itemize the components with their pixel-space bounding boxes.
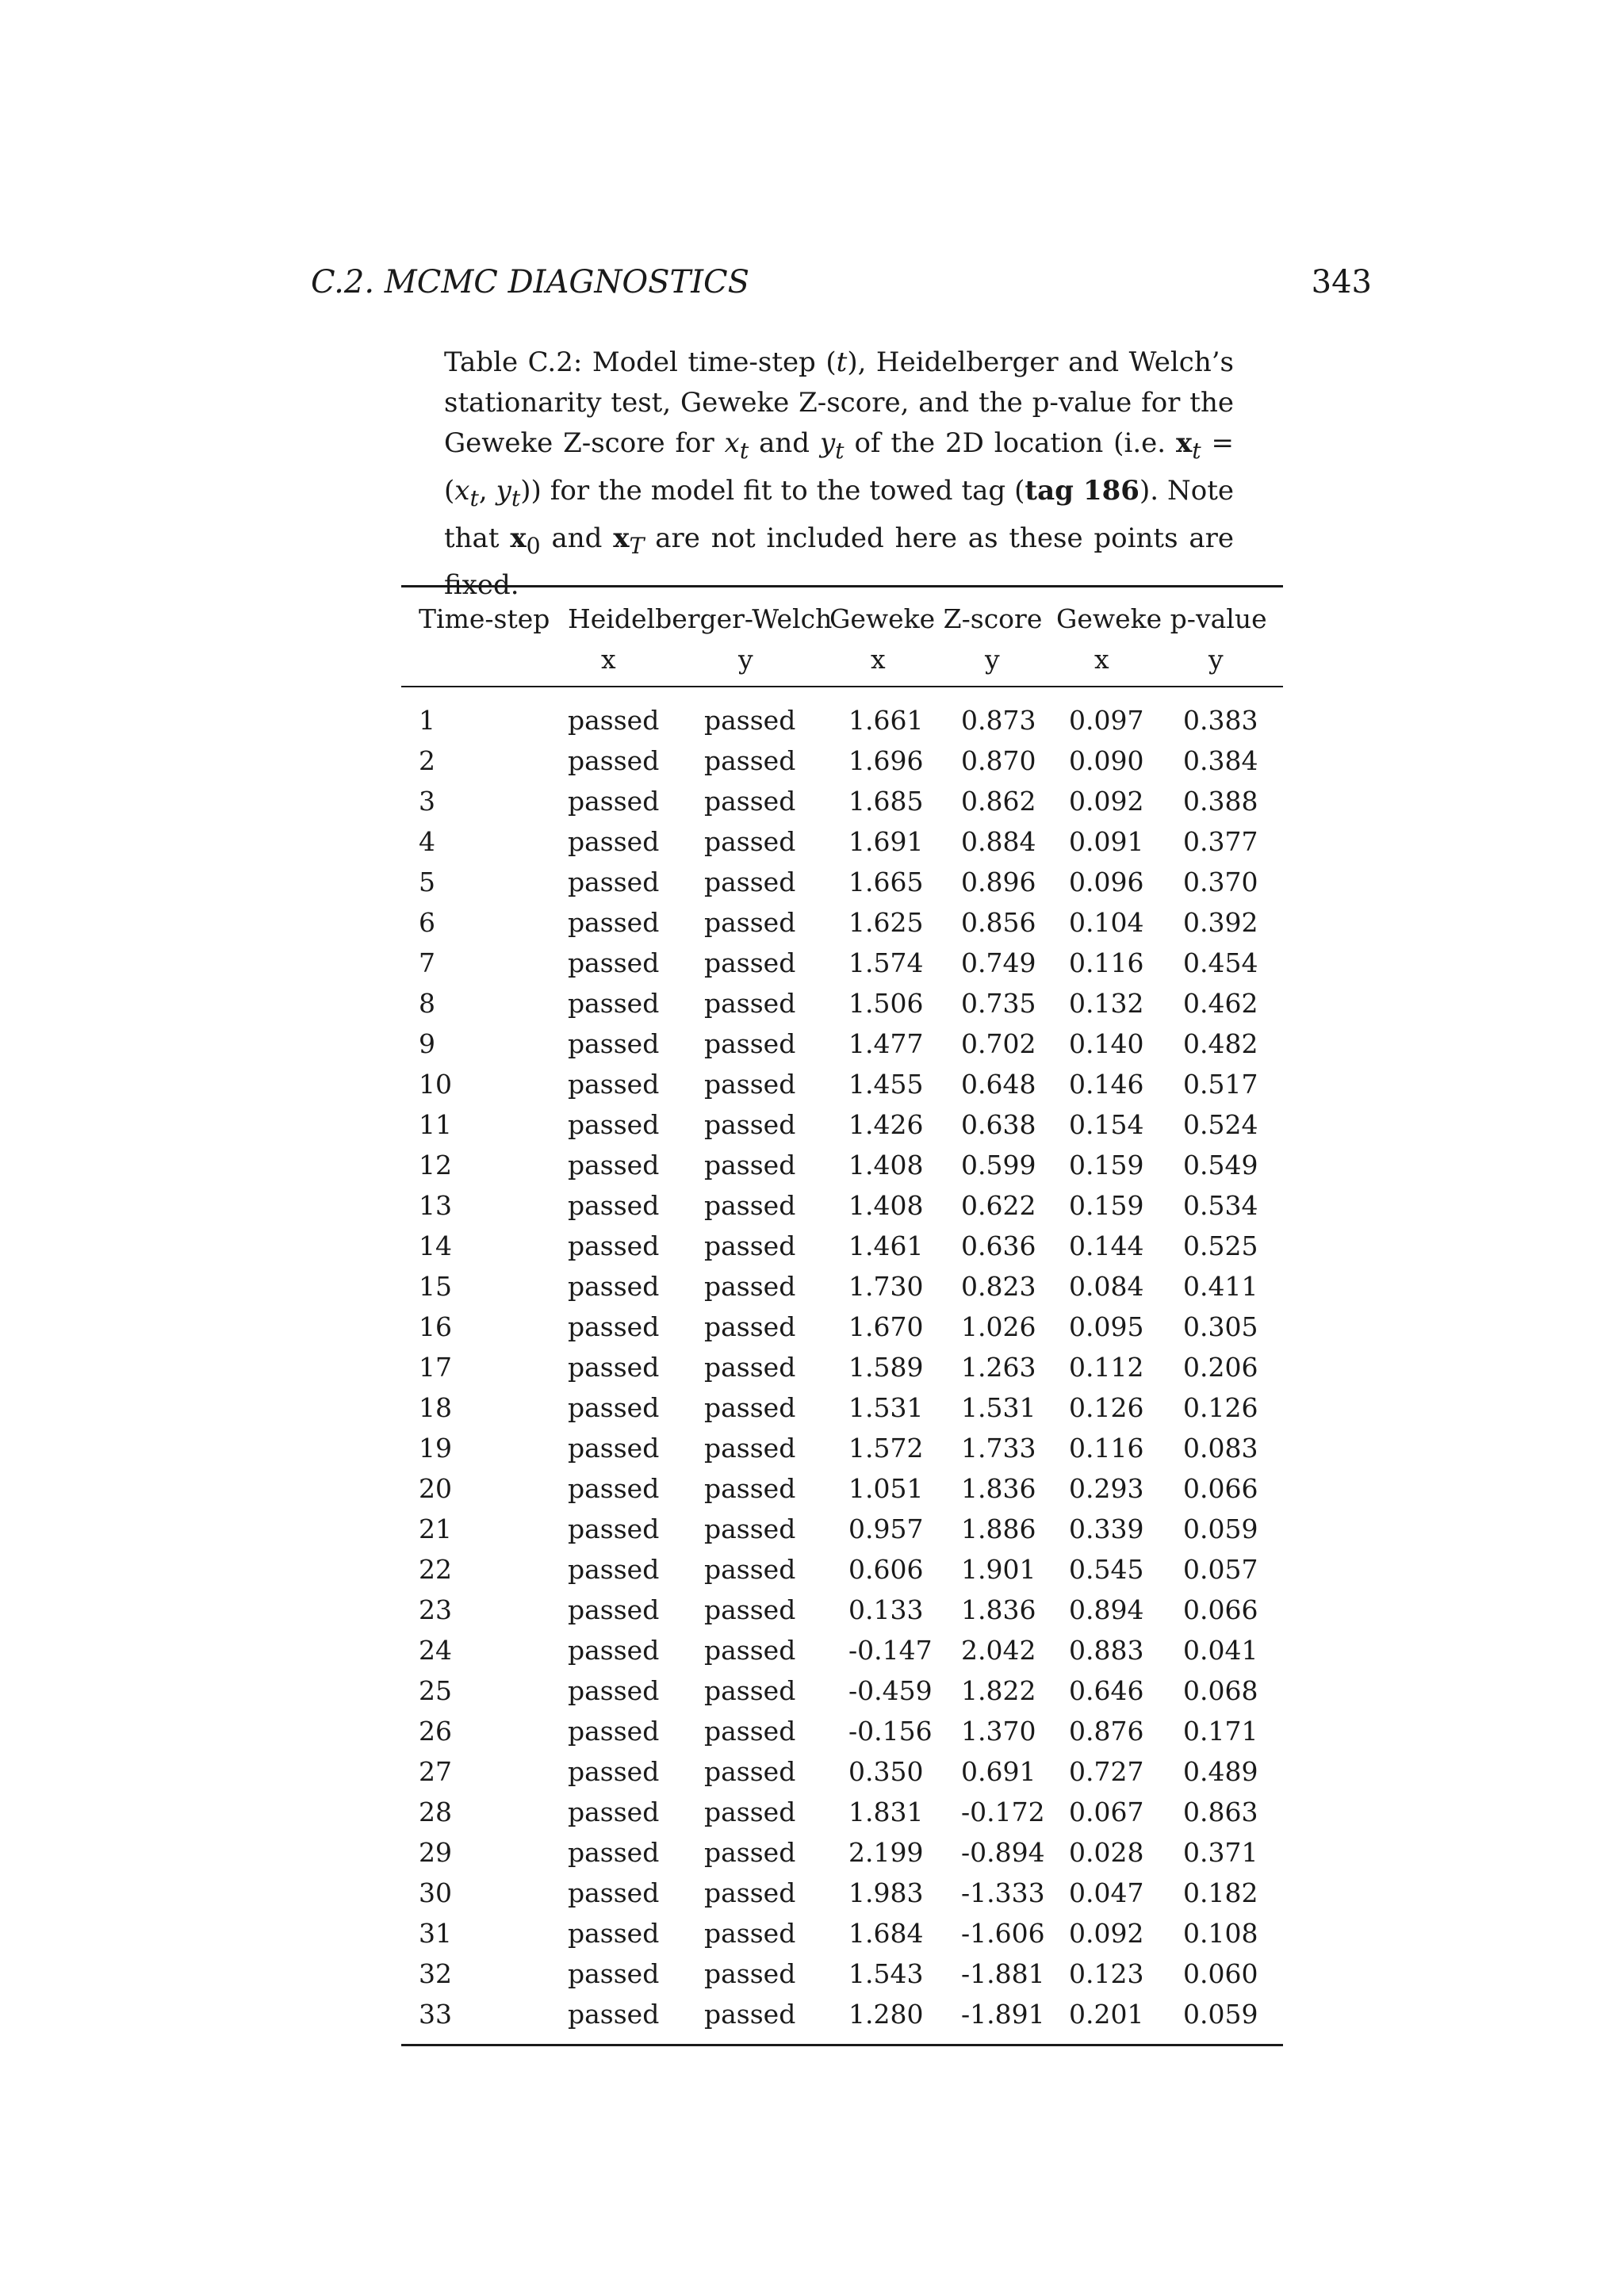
table-cell: passed <box>568 1311 660 1342</box>
sub-header: y <box>1208 644 1224 675</box>
table-cell: 25 <box>419 1675 452 1706</box>
table-row <box>401 1185 1283 1226</box>
table-cell: 0.083 <box>1183 1433 1258 1464</box>
tag-label: tag 186 <box>1025 474 1139 507</box>
table-row <box>401 1792 1283 1832</box>
page-number: 343 <box>1311 264 1372 300</box>
table-cell: passed <box>568 1352 660 1383</box>
table-cell: 0.534 <box>1183 1190 1258 1221</box>
table-cell: passed <box>704 867 796 897</box>
table-cell: 30 <box>419 1877 452 1908</box>
table-cell: 0.140 <box>1069 1028 1144 1059</box>
table-cell: passed <box>568 1271 660 1302</box>
table-cell: passed <box>704 1473 796 1504</box>
table-cell: passed <box>568 1433 660 1464</box>
table-cell: 1.572 <box>848 1433 924 1464</box>
table-cell: 0.896 <box>961 867 1036 897</box>
table-row <box>401 1711 1283 1751</box>
table-cell: 0.870 <box>961 745 1036 776</box>
table-cell: 0.159 <box>1069 1190 1144 1221</box>
table-cell: 20 <box>419 1473 452 1504</box>
table-cell: 1.684 <box>848 1918 924 1949</box>
table-cell: passed <box>568 1837 660 1868</box>
table-cell: 0.116 <box>1069 1433 1144 1464</box>
table-cell: 0.066 <box>1183 1473 1258 1504</box>
table-cell: passed <box>704 1635 796 1666</box>
table-cell: 0.092 <box>1069 1918 1144 1949</box>
table-cell: 29 <box>419 1837 452 1868</box>
table-cell: passed <box>704 1271 796 1302</box>
table-cell: passed <box>704 1311 796 1342</box>
table-cell: 1.408 <box>848 1150 924 1181</box>
table-cell: 17 <box>419 1352 452 1383</box>
table-row <box>401 1024 1283 1064</box>
table-cell: 0.090 <box>1069 745 1144 776</box>
table-cell: 15 <box>419 1271 452 1302</box>
table-cell: 5 <box>419 867 435 897</box>
group-header-row <box>401 599 1283 639</box>
table-cell: passed <box>704 1797 796 1827</box>
table-cell: 0.462 <box>1183 988 1258 1019</box>
table-cell: passed <box>704 1877 796 1908</box>
table-cell: 0.371 <box>1183 1837 1258 1868</box>
table-cell: 1.983 <box>848 1877 924 1908</box>
table-cell: 7 <box>419 947 435 978</box>
table-cell: 21 <box>419 1513 452 1544</box>
table-cell: 0.097 <box>1069 705 1144 736</box>
table-cell: 0.028 <box>1069 1837 1144 1868</box>
table-row <box>401 1832 1283 1873</box>
table-cell: 27 <box>419 1756 452 1787</box>
table-cell: 0.293 <box>1069 1473 1144 1504</box>
table-cell: 10 <box>419 1069 452 1100</box>
table-cell: 0.482 <box>1183 1028 1258 1059</box>
table-cell: 0.377 <box>1183 826 1258 857</box>
table-cell: 1.665 <box>848 867 924 897</box>
table-cell: passed <box>568 1756 660 1787</box>
table-cell: 9 <box>419 1028 435 1059</box>
table-cell: passed <box>568 1675 660 1706</box>
table-cell: -0.156 <box>848 1716 933 1747</box>
table-cell: 0.856 <box>961 907 1036 938</box>
table-cell: 0.060 <box>1183 1958 1258 1989</box>
table-cell: 1.685 <box>848 786 924 817</box>
table-cell: passed <box>704 1999 796 2030</box>
table-cell: 1.661 <box>848 705 924 736</box>
table-cell: passed <box>568 1069 660 1100</box>
table-cell: passed <box>568 1999 660 2030</box>
table-row <box>401 1873 1283 1913</box>
table-cell: 1.691 <box>848 826 924 857</box>
header-geweke-pvalue: Geweke p-value <box>1056 603 1267 634</box>
table-cell: 14 <box>419 1230 452 1261</box>
header-heidelberger-welch: Heidelberger-Welch <box>568 603 833 634</box>
table-cell: 3 <box>419 786 435 817</box>
table-cell: passed <box>568 988 660 1019</box>
sub-header: x <box>601 644 616 675</box>
table-row <box>401 1468 1283 1509</box>
table-cell: passed <box>704 1190 796 1221</box>
table-cell: passed <box>704 947 796 978</box>
table-cell: 1.026 <box>961 1311 1036 1342</box>
table-cell: -1.606 <box>961 1918 1045 1949</box>
diagnostics-table <box>401 585 1283 2046</box>
table-cell: 0.648 <box>961 1069 1036 1100</box>
table-cell: 16 <box>419 1311 452 1342</box>
table-row <box>401 1064 1283 1104</box>
table-cell: 0.108 <box>1183 1918 1258 1949</box>
table-cell: 0.873 <box>961 705 1036 736</box>
table-cell: 32 <box>419 1958 452 1989</box>
table-cell: 0.059 <box>1183 1513 1258 1544</box>
table-cell: 0.066 <box>1183 1594 1258 1625</box>
table-cell: 0.894 <box>1069 1594 1144 1625</box>
table-row <box>401 1549 1283 1590</box>
table-cell: 1.589 <box>848 1352 924 1383</box>
table-cell: passed <box>704 826 796 857</box>
table-cell: 11 <box>419 1109 452 1140</box>
table-cell: 0.638 <box>961 1109 1036 1140</box>
table-cell: 24 <box>419 1635 452 1666</box>
table-cell: 1.531 <box>848 1392 924 1423</box>
table-cell: passed <box>568 1028 660 1059</box>
table-cell: 13 <box>419 1190 452 1221</box>
table-cell: 0.339 <box>1069 1513 1144 1544</box>
table-cell: 0.549 <box>1183 1150 1258 1181</box>
table-cell: 1.263 <box>961 1352 1036 1383</box>
table-cell: 0.862 <box>961 786 1036 817</box>
table-cell: 0.957 <box>848 1513 924 1544</box>
table-cell: 0.876 <box>1069 1716 1144 1747</box>
table-cell: passed <box>568 907 660 938</box>
table-row <box>401 1226 1283 1266</box>
table-cell: passed <box>568 1554 660 1585</box>
table-cell: 1.670 <box>848 1311 924 1342</box>
table-cell: 0.096 <box>1069 867 1144 897</box>
table-cell: 1.461 <box>848 1230 924 1261</box>
table-cell: 0.144 <box>1069 1230 1144 1261</box>
table-cell: 0.067 <box>1069 1797 1144 1827</box>
table-cell: 31 <box>419 1918 452 1949</box>
table-cell: 18 <box>419 1392 452 1423</box>
table-row <box>401 862 1283 902</box>
table-row <box>401 1590 1283 1630</box>
table-cell: passed <box>704 1109 796 1140</box>
table-cell: 1.886 <box>961 1513 1036 1544</box>
table-row <box>401 1913 1283 1954</box>
table-cell: 0.370 <box>1183 867 1258 897</box>
table-cell: passed <box>704 1675 796 1706</box>
table-cell: 1.733 <box>961 1433 1036 1464</box>
table-cell: passed <box>704 705 796 736</box>
table-cell: -1.881 <box>961 1958 1045 1989</box>
table-cell: 0.727 <box>1069 1756 1144 1787</box>
table-cell: 0.883 <box>1069 1635 1144 1666</box>
table-row <box>401 1751 1283 1792</box>
table-cell: 0.095 <box>1069 1311 1144 1342</box>
table-cell: passed <box>704 1392 796 1423</box>
table-cell: passed <box>568 1190 660 1221</box>
table-row <box>401 1670 1283 1711</box>
sub-header: y <box>738 644 753 675</box>
table-cell: 0.057 <box>1183 1554 1258 1585</box>
table-cell: 0.636 <box>961 1230 1036 1261</box>
table-cell: 0.350 <box>848 1756 924 1787</box>
table-row <box>401 1994 1283 2034</box>
table-cell: 0.159 <box>1069 1150 1144 1181</box>
table-cell: 1.574 <box>848 947 924 978</box>
table-cell: passed <box>568 1958 660 1989</box>
table-cell: 0.104 <box>1069 907 1144 938</box>
table-cell: 1.901 <box>961 1554 1036 1585</box>
table-cell: 0.525 <box>1183 1230 1258 1261</box>
table-cell: 0.171 <box>1183 1716 1258 1747</box>
table-cell: 0.606 <box>848 1554 924 1585</box>
table-cell: 0.524 <box>1183 1109 1258 1140</box>
table-cell: 0.132 <box>1069 988 1144 1019</box>
table-cell: 1.836 <box>961 1594 1036 1625</box>
table-cell: 0.091 <box>1069 826 1144 857</box>
table-cell: 1.426 <box>848 1109 924 1140</box>
table-cell: 0.454 <box>1183 947 1258 978</box>
table-cell: passed <box>704 1958 796 1989</box>
table-cell: 0.092 <box>1069 786 1144 817</box>
table-cell: 0.411 <box>1183 1271 1258 1302</box>
table-cell: 0.182 <box>1183 1877 1258 1908</box>
table-body <box>401 700 1283 2034</box>
table-cell: 0.068 <box>1183 1675 1258 1706</box>
table-row <box>401 1428 1283 1468</box>
table-cell: 1.531 <box>961 1392 1036 1423</box>
table-cell: 1.280 <box>848 1999 924 2030</box>
table-cell: 0.047 <box>1069 1877 1144 1908</box>
table-cell: 12 <box>419 1150 452 1181</box>
table-cell: passed <box>568 1716 660 1747</box>
table-cell: passed <box>568 1150 660 1181</box>
table-cell: 1.822 <box>961 1675 1036 1706</box>
table-cell: passed <box>704 907 796 938</box>
table-cell: passed <box>704 1230 796 1261</box>
header-rule <box>401 686 1283 700</box>
table-cell: 0.691 <box>961 1756 1036 1787</box>
table-cell: 0.126 <box>1069 1392 1144 1423</box>
table-cell: passed <box>568 867 660 897</box>
table-cell: 1.455 <box>848 1069 924 1100</box>
table-cell: passed <box>568 1797 660 1827</box>
table-cell: passed <box>704 1837 796 1868</box>
sub-header-row <box>401 639 1283 679</box>
table-cell: passed <box>704 786 796 817</box>
table-row <box>401 902 1283 943</box>
table-row <box>401 740 1283 781</box>
table-cell: passed <box>568 826 660 857</box>
table-cell: 1.696 <box>848 745 924 776</box>
table-cell: 0.116 <box>1069 947 1144 978</box>
running-head <box>311 258 1372 306</box>
table-cell: 0.112 <box>1069 1352 1144 1383</box>
table-cell: 1.506 <box>848 988 924 1019</box>
table-cell: 1.408 <box>848 1190 924 1221</box>
table-cell: -0.147 <box>848 1635 933 1666</box>
table-cell: 1.051 <box>848 1473 924 1504</box>
table-cell: 0.154 <box>1069 1109 1144 1140</box>
table-cell: 0.201 <box>1069 1999 1144 2030</box>
table-cell: passed <box>568 1109 660 1140</box>
sub-header: y <box>985 644 1000 675</box>
table-cell: passed <box>568 1513 660 1544</box>
table-cell: -0.894 <box>961 1837 1045 1868</box>
table-cell: passed <box>568 1230 660 1261</box>
table-cell: passed <box>704 1352 796 1383</box>
table-cell: passed <box>704 745 796 776</box>
sub-header: x <box>1094 644 1109 675</box>
header-time-step: Time-step <box>419 603 550 634</box>
table-cell: passed <box>704 988 796 1019</box>
table-cell: passed <box>568 1877 660 1908</box>
table-cell: passed <box>568 705 660 736</box>
table-cell: passed <box>704 1028 796 1059</box>
table-row <box>401 1307 1283 1347</box>
table-cell: passed <box>704 1594 796 1625</box>
table-cell: -0.459 <box>848 1675 933 1706</box>
table-cell: passed <box>568 1918 660 1949</box>
table-cell: 0.622 <box>961 1190 1036 1221</box>
table-cell: 1.730 <box>848 1271 924 1302</box>
table-row <box>401 1387 1283 1428</box>
table-cell: 0.388 <box>1183 786 1258 817</box>
table-row <box>401 781 1283 821</box>
table-cell: passed <box>704 1513 796 1544</box>
table-cell: 8 <box>419 988 435 1019</box>
table-cell: -1.891 <box>961 1999 1045 2030</box>
table-cell: 1.625 <box>848 907 924 938</box>
table-cell: 33 <box>419 1999 452 2030</box>
table-cell: 6 <box>419 907 435 938</box>
table-cell: 1.836 <box>961 1473 1036 1504</box>
table-cell: 0.392 <box>1183 907 1258 938</box>
table-cell: 0.206 <box>1183 1352 1258 1383</box>
table-cell: passed <box>568 1635 660 1666</box>
table-row <box>401 821 1283 862</box>
table-row <box>401 1104 1283 1145</box>
table-cell: passed <box>704 1716 796 1747</box>
table-cell: passed <box>568 1392 660 1423</box>
table-cell: 0.059 <box>1183 1999 1258 2030</box>
table-cell: passed <box>568 947 660 978</box>
table-cell: -0.172 <box>961 1797 1045 1827</box>
table-cell: 1 <box>419 705 435 736</box>
table-cell: passed <box>704 1150 796 1181</box>
table-cell: 1.370 <box>961 1716 1036 1747</box>
table-cell: 0.735 <box>961 988 1036 1019</box>
table-cell: passed <box>704 1918 796 1949</box>
table-cell: passed <box>704 1756 796 1787</box>
header-geweke-zscore: Geweke Z-score <box>829 603 1043 634</box>
table-row <box>401 700 1283 740</box>
table-cell: 22 <box>419 1554 452 1585</box>
table-cell: 0.305 <box>1183 1311 1258 1342</box>
table-cell: 28 <box>419 1797 452 1827</box>
table-row <box>401 1347 1283 1387</box>
table-cell: passed <box>568 786 660 817</box>
table-cell: 0.545 <box>1069 1554 1144 1585</box>
table-cell: passed <box>704 1433 796 1464</box>
sub-header: x <box>871 644 886 675</box>
table-cell: passed <box>568 1594 660 1625</box>
table-row <box>401 1509 1283 1549</box>
table-cell: 23 <box>419 1594 452 1625</box>
table-cell: 1.477 <box>848 1028 924 1059</box>
table-cell: 1.543 <box>848 1958 924 1989</box>
table-cell: 0.646 <box>1069 1675 1144 1706</box>
table-cell: 4 <box>419 826 435 857</box>
table-cell: 0.599 <box>961 1150 1036 1181</box>
table-cell: 0.517 <box>1183 1069 1258 1100</box>
table-cell: 2.199 <box>848 1837 924 1868</box>
table-cell: 0.702 <box>961 1028 1036 1059</box>
table-cell: passed <box>568 1473 660 1504</box>
table-cell: 0.489 <box>1183 1756 1258 1787</box>
table-cell: 2.042 <box>961 1635 1036 1666</box>
table-cell: -1.333 <box>961 1877 1045 1908</box>
table-cell: 1.831 <box>848 1797 924 1827</box>
table-cell: 0.823 <box>961 1271 1036 1302</box>
table-cell: 0.884 <box>961 826 1036 857</box>
table-cell: 0.749 <box>961 947 1036 978</box>
table-cell: passed <box>568 745 660 776</box>
table-cell: 2 <box>419 745 435 776</box>
table-cell: 0.041 <box>1183 1635 1258 1666</box>
table-cell: 0.146 <box>1069 1069 1144 1100</box>
table-cell: passed <box>704 1554 796 1585</box>
table-row <box>401 1145 1283 1185</box>
table-cell: 19 <box>419 1433 452 1464</box>
table-row <box>401 1954 1283 1994</box>
table-cell: 0.126 <box>1183 1392 1258 1423</box>
table-cell: 0.383 <box>1183 705 1258 736</box>
table-cell: 0.384 <box>1183 745 1258 776</box>
section-title: C.2. MCMC DIAGNOSTICS <box>311 264 750 300</box>
table-row <box>401 983 1283 1024</box>
table-row <box>401 1630 1283 1670</box>
table-cell: 0.863 <box>1183 1797 1258 1827</box>
table-cell: 26 <box>419 1716 452 1747</box>
table-caption: Table C.2: Model time-step (t), Heidelberger and Welch’s stationarity test, Geweke Z-score, and the p-value for the Geweke Z-score for $x_t$ and $y_t$ of the 2D location (i.e. $x_t = (x_t$, $y_t$)) for the model fit to the towed tag (tag 186). Note that $x_0$ and $x_T$ are not included here as these points are fixed. <box>444 346 1235 602</box>
table-row <box>401 1266 1283 1307</box>
table-cell: 0.084 <box>1069 1271 1144 1302</box>
table-cell: passed <box>704 1069 796 1100</box>
table-cell: 0.123 <box>1069 1958 1144 1989</box>
table-row <box>401 943 1283 983</box>
table-cell: 0.133 <box>848 1594 924 1625</box>
